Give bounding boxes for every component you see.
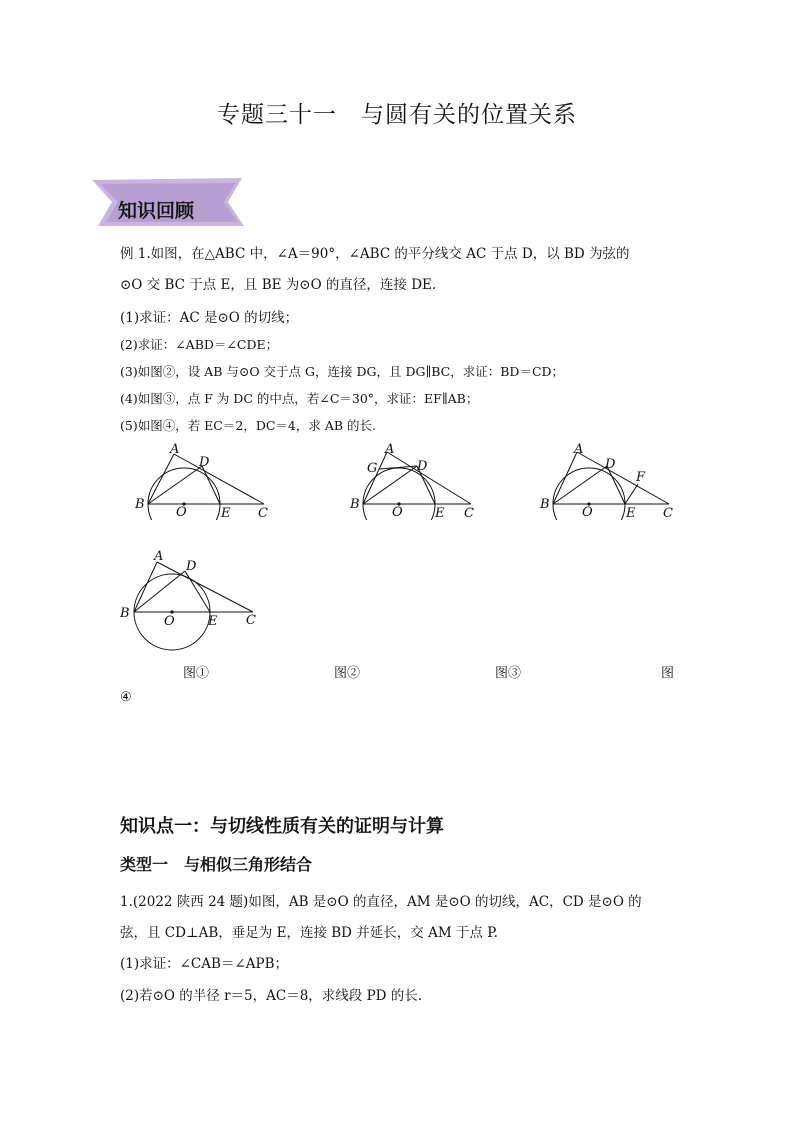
example-question-5: (5)如图④，若 EC＝2，DC＝4，求 AB 的长. bbox=[120, 418, 376, 433]
problem-line-2: 弦，且 CD⊥AB，垂足为 E，连接 BD 并延长，交 AM 于点 P. bbox=[120, 925, 498, 941]
figure-4 bbox=[115, 545, 265, 660]
problem-question-1: (1)求证：∠CAB＝∠APB； bbox=[120, 956, 288, 972]
fig3-label-D: D bbox=[605, 457, 616, 472]
fig1-label-B: B bbox=[135, 497, 145, 512]
caption-figure-2: 图② bbox=[334, 666, 361, 681]
fig2-label-D: D bbox=[417, 459, 428, 474]
fig1-label-E: E bbox=[221, 506, 231, 520]
page-title: 专题三十一 与圆有关的位置关系 bbox=[217, 102, 577, 128]
problem-question-2: (2)若⊙O 的半径 r＝5，AC＝8，求线段 PD 的长. bbox=[120, 988, 423, 1004]
fig4-label-B: B bbox=[120, 606, 130, 621]
banner-label: 知识回顾 bbox=[118, 200, 195, 222]
section-subheading: 类型一 与相似三角形结合 bbox=[120, 855, 313, 874]
fig3-label-F: F bbox=[636, 470, 646, 485]
example-question-2: (2)求证：∠ABD＝∠CDE； bbox=[120, 337, 279, 352]
example-line-1: 例 1.如图，在△ABC 中，∠A＝90°，∠ABC 的平分线交 AC 于点 D，以 BD 为弦的 bbox=[120, 246, 630, 262]
problem-line-1: 1.(2022 陕西 24 题)如图，AB 是⊙O 的直径，AM 是⊙O 的切线，AC，CD 是⊙O 的 bbox=[120, 894, 642, 910]
fig3-label-A: A bbox=[574, 442, 584, 457]
fig3-label-E: E bbox=[626, 506, 636, 520]
fig2-label-C: C bbox=[464, 506, 474, 520]
fig1-label-D: D bbox=[199, 455, 210, 470]
fig3-label-B: B bbox=[540, 497, 550, 512]
fig4-label-C: C bbox=[246, 613, 256, 628]
fig1-label-C: C bbox=[258, 506, 268, 520]
caption-figure-1: 图① bbox=[183, 666, 210, 681]
fig2-label-A: A bbox=[385, 442, 395, 457]
fig4-label-A: A bbox=[154, 549, 164, 564]
fig4-label-E: E bbox=[208, 614, 218, 629]
example-question-3: (3)如图②，设 AB 与⊙O 交于点 G，连接 DG，且 DG∥BC，求证：BD＝CD； bbox=[120, 364, 565, 379]
example-question-4: (4)如图③，点 F 为 DC 的中点，若∠C＝30°，求证：EF∥AB； bbox=[120, 391, 479, 406]
fig4-label-D: D bbox=[186, 559, 197, 574]
figure-2 bbox=[345, 440, 485, 520]
fig3-label-C: C bbox=[663, 506, 673, 520]
figure-1 bbox=[130, 440, 280, 520]
fig2-label-G: G bbox=[367, 461, 378, 476]
caption-figure-4-part2: ④ bbox=[120, 690, 132, 705]
fig3-label-O: O bbox=[582, 505, 593, 520]
fig2-label-O: O bbox=[392, 505, 403, 520]
fig2-label-E: E bbox=[435, 506, 445, 520]
figure-3 bbox=[535, 440, 680, 520]
fig1-label-O: O bbox=[176, 505, 187, 520]
fig1-label-A: A bbox=[170, 442, 180, 457]
fig2-label-B: B bbox=[350, 497, 360, 512]
example-line-2: ⊙O 交 BC 于点 E，且 BE 为⊙O 的直径，连接 DE. bbox=[120, 277, 437, 293]
caption-figure-3: 图③ bbox=[495, 666, 522, 681]
fig4-label-O: O bbox=[164, 614, 175, 629]
section-heading: 知识点一：与切线性质有关的证明与计算 bbox=[120, 816, 444, 837]
example-question-1: (1)求证：AC 是⊙O 的切线； bbox=[120, 310, 299, 326]
caption-figure-4-part1: 图 bbox=[661, 666, 675, 681]
